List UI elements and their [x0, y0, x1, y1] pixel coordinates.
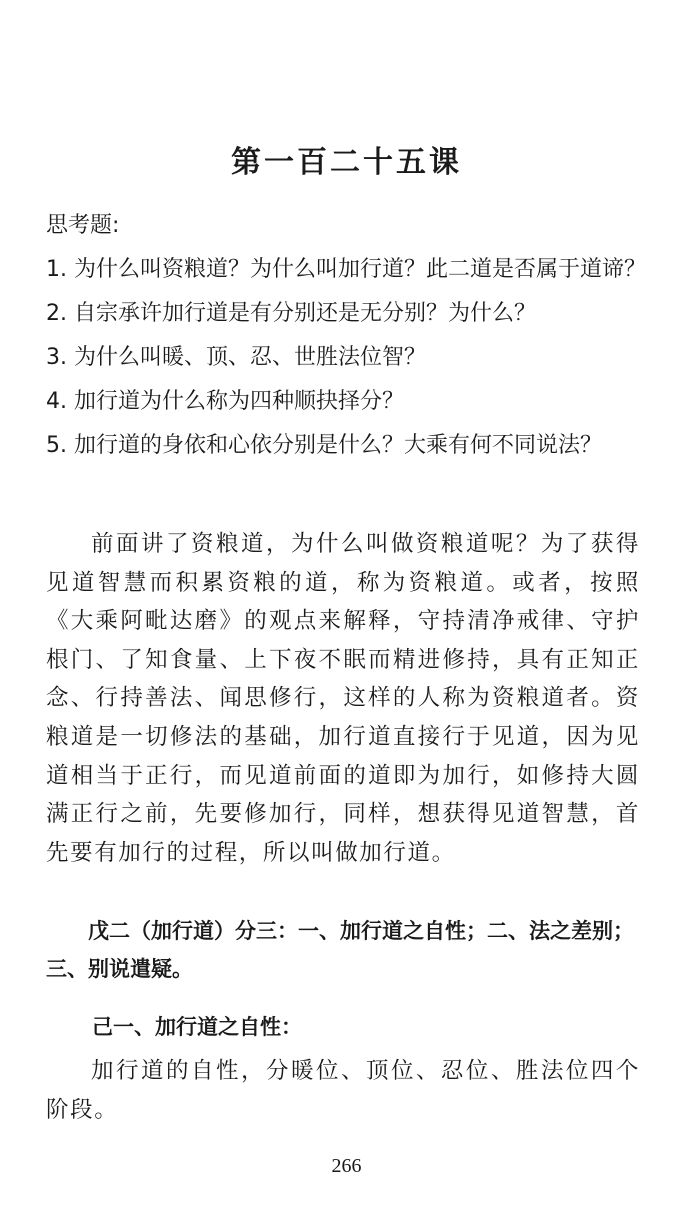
page-number: 266 — [331, 1155, 362, 1177]
questions-heading: 思考题: — [46, 213, 120, 238]
question-item: 2. 自宗承许加行道是有分别还是无分别？为什么？ — [46, 301, 536, 326]
subsection-paragraph: 加行道的自性，分暖位、顶位、忍位、胜法位四个阶段。 — [46, 1058, 640, 1123]
question-item: 3. 为什么叫暖、顶、忍、世胜法位智？ — [46, 345, 426, 370]
section-heading: 戊二（加行道）分三：一、加行道之自性；二、法之差别；三、别说遣疑。 — [46, 919, 634, 981]
question-item: 5. 加行道的身依和心依分别是什么？大乘有何不同说法？ — [46, 433, 602, 458]
review-questions — [46, 208, 646, 464]
subsection-heading: 己一、加行道之自性： — [92, 1015, 302, 1039]
lesson-title: 第一百二十五课 — [231, 145, 462, 180]
body-paragraph: 前面讲了资粮道，为什么叫做资粮道呢？为了获得见道智慧而积累资粮的道，称为资粮道。或者，按照《大乘阿毗达磨》的观点来解释，守持清净戒律、守护根门、了知食量、上下夜不眠而精进修持，具有正知正念、行持善法、闻思修行，这样的人称为资粮道者。资粮道是一切修法的基础，加行道直接行于见道，因为见道相当于正行，而见道前面的道即为加行，如修持大圆满正行之前，先要修加行，同样，想获得见道智慧，首先要有加行的过程，所以叫做加行道。 — [46, 531, 640, 866]
question-item: 1. 为什么叫资粮道？为什么叫加行道？此二道是否属于道谛？ — [46, 257, 646, 282]
question-item: 4. 加行道为什么称为四种顺抉择分？ — [46, 389, 404, 414]
